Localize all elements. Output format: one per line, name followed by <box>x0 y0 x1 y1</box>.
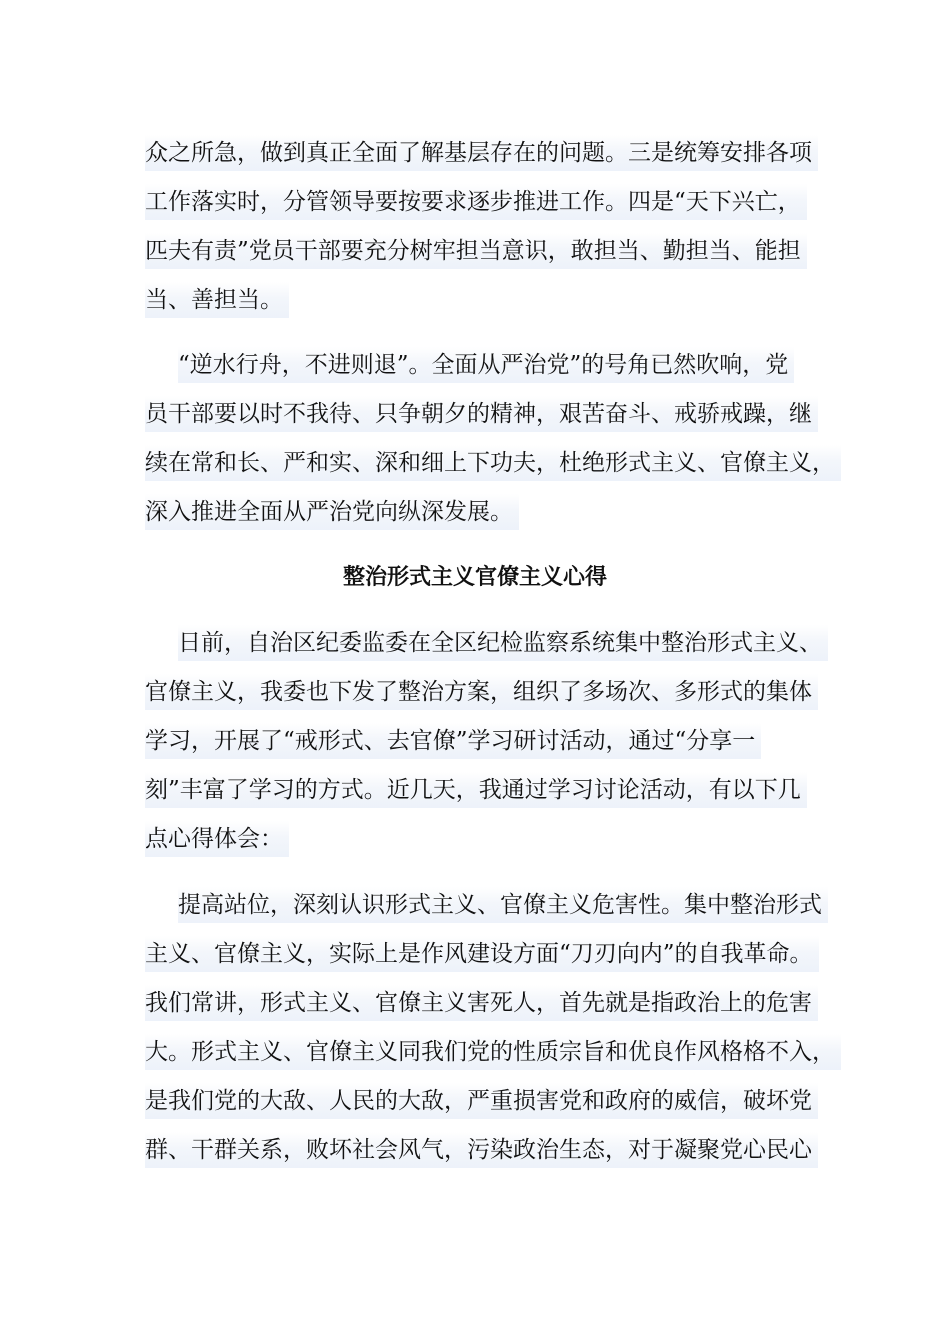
paragraph-4-line-3: 我们常讲，形式主义、官僚主义害死人，首先就是指政治上的危害 <box>145 985 818 1021</box>
paragraph-4-line-2: 主义、官僚主义，实际上是作风建设方面“刀刃向内”的自我革命。 <box>145 936 819 972</box>
paragraph-3-line-2: 官僚主义，我委也下发了整治方案，组织了多场次、多形式的集体 <box>145 674 818 710</box>
paragraph-2-line-3: 续在常和长、严和实、深和细上下功夫，杜绝形式主义、官僚主义， <box>145 445 841 481</box>
paragraph-4-line-4: 大。形式主义、官僚主义同我们党的性质宗旨和优良作风格格不入， <box>145 1034 841 1070</box>
paragraph-1-line-1: 众之所急，做到真正全面了解基层存在的问题。三是统筹安排各项 <box>145 135 818 171</box>
paragraph-3-line-1: 日前，自治区纪委监委在全区纪检监察系统集中整治形式主义、 <box>178 625 828 661</box>
section-heading: 整治形式主义官僚主义心得 <box>342 565 607 590</box>
paragraph-3-line-5: 点心得体会： <box>145 821 289 857</box>
paragraph-3-line-4: 刻”丰富了学习的方式。近几天，我通过学习讨论活动，有以下几 <box>145 772 807 808</box>
paragraph-1-line-4: 当、善担当。 <box>145 282 289 318</box>
paragraph-1-line-3: 匹夫有责”党员干部要充分树牢担当意识，敢担当、勤担当、能担 <box>145 233 807 269</box>
paragraph-1-line-2: 工作落实时，分管领导要按要求逐步推进工作。四是“天下兴亡， <box>145 184 807 220</box>
paragraph-4-line-6: 群、干群关系，败坏社会风气，污染政治生态，对于凝聚党心民心 <box>145 1132 818 1168</box>
paragraph-4-line-1: 提高站位，深刻认识形式主义、官僚主义危害性。集中整治形式 <box>178 887 828 923</box>
paragraph-4-line-5: 是我们党的大敌、人民的大敌，严重损害党和政府的威信，破坏党 <box>145 1083 818 1119</box>
paragraph-3-line-3: 学习，开展了“戒形式、去官僚”学习研讨活动，通过“分享一 <box>145 723 761 759</box>
paragraph-2-line-2: 员干部要以时不我待、只争朝夕的精神，艰苦奋斗、戒骄戒躁，继 <box>145 396 818 432</box>
paragraph-2-line-1: “逆水行舟，不进则退”。全面从严治党”的号角已然吹响，党 <box>178 347 794 383</box>
paragraph-2-line-4: 深入推进全面从严治党向纵深发展。 <box>145 494 519 530</box>
